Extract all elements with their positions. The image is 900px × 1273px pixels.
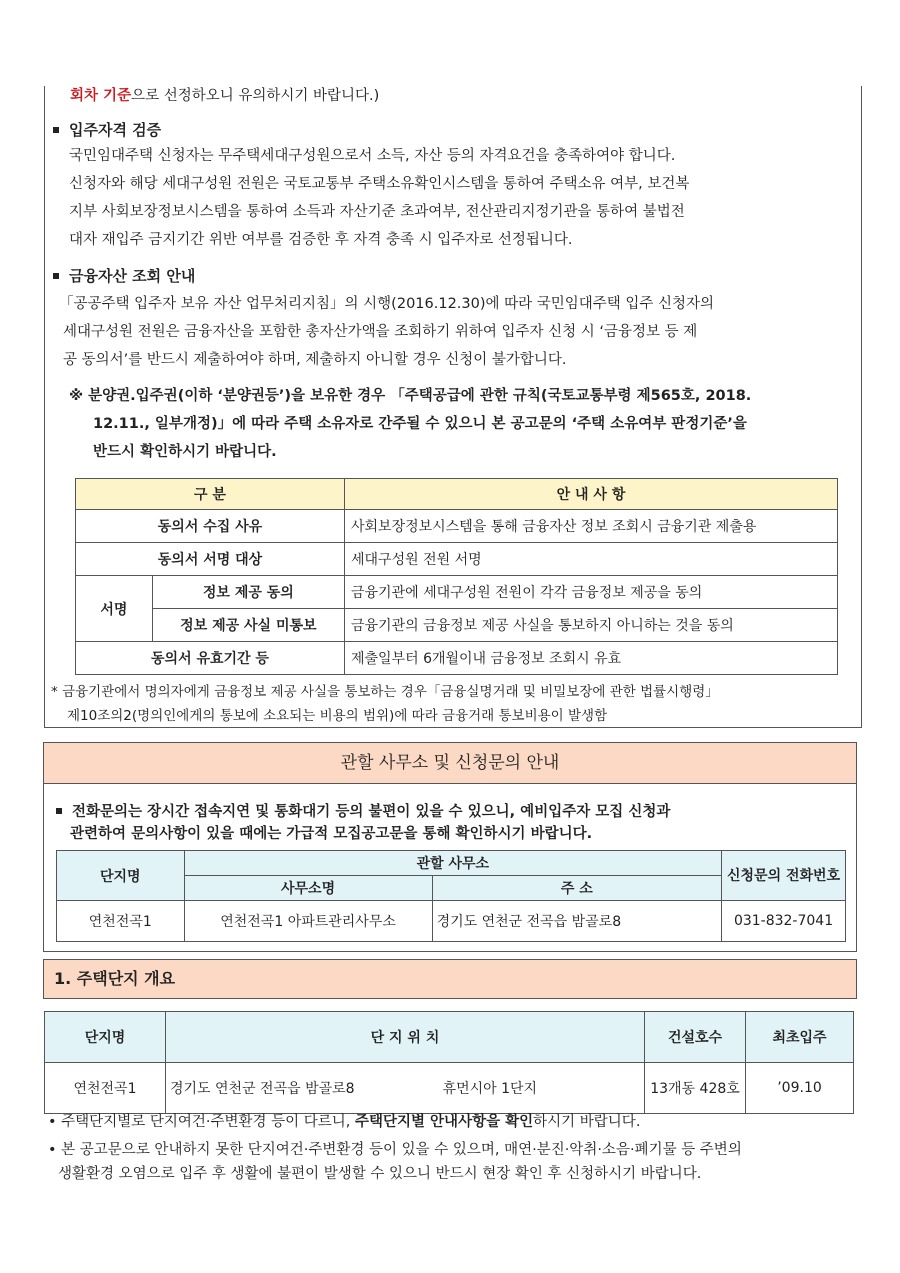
paragraph-line: 국민임대주택 신청자는 무주택세대구성원으로서 소득, 자산 등의 자격요건을 충족하여야 합니다. [69, 148, 676, 164]
table-row: 연천전곡1 경기도 연천군 전곡읍 밤골로8 휴먼시아 1단지 13개동 428호 ’09.10 [45, 1063, 854, 1114]
table-row: 동의서 서명 대상 세대구성원 전원 서명 [76, 543, 838, 576]
office-notice-line: 전화문의는 장시간 접속지연 및 통화대기 등의 불편이 있을 수 있으니, 예비입주자 모집 신청과 [52, 802, 670, 822]
section-heading-eligibility: 입주자격 검증 [49, 120, 161, 140]
square-bullet-icon [53, 273, 59, 279]
table-row: 서명 정보 제공 동의 금융기관에 세대구성원 전원이 각각 금융정보 제공을 동의 [76, 576, 838, 609]
table-row: 연천전곡1 연천전곡1 아파트관리사무소 경기도 연천군 전곡읍 밤골로8 031-832-7041 [57, 901, 846, 942]
consent-table [75, 478, 838, 675]
office-box [43, 742, 857, 952]
note-line: ※ 분양권.입주권(이하 ‘분양권등’)을 보유한 경우 「주택공급에 관한 규칙(국토교통부령 제565호, 2018. [69, 388, 752, 404]
overview-bullet: • 주택단지별로 단지여건·주변환경 등이 다르니, 주택단지별 안내사항을 확인하시기 바랍니다. [48, 1114, 641, 1130]
note-line: 반드시 확인하시기 바랍니다. [93, 444, 277, 460]
paragraph-line: 「공공주택 입주자 보유 자산 업무처리지침」의 시행(2016.12.30)에 따라 국민임대주택 입주 신청자의 [59, 296, 715, 312]
overview-title: 1. 주택단지 개요 [54, 969, 176, 988]
square-bullet-icon [53, 127, 59, 133]
table-row: 동의서 유효기간 등 제출일부터 6개월이내 금융정보 조회시 유효 [76, 642, 838, 675]
paragraph-line: 신청자와 해당 세대구성원 전원은 국토교통부 주택소유확인시스템을 통하여 주택소유 여부, 보건복 [69, 176, 690, 192]
section-heading-financial: 금융자산 조회 안내 [49, 266, 195, 286]
office-table: 단지명 관할 사무소 신청문의 전화번호 사무소명 주 소 연천전곡1 연천전곡1 아파트관리사무소 경기도 연천군 전곡읍 밤골로8 031-832-7041 [56, 850, 846, 942]
note-line: 12.11., 일부개정)」에 따라 주택 소유자로 간주될 수 있으니 본 공고문의 ‘주택 소유여부 판정기준’을 [93, 416, 747, 432]
continued-line: 회차 기준으로 선정하오니 유의하시기 바랍니다.) [70, 88, 380, 104]
paragraph-line: 세대구성원 전원은 금융자산을 포함한 총자산가액을 조회하기 위하여 입주자 신청 시 ‘금융정보 등 제 [63, 324, 698, 340]
footnote-line: 제10조의2(명의인에게의 통보에 소요되는 비용의 범위)에 따라 금융거래 통보비용이 발생함 [67, 708, 608, 724]
table-row: 동의서 수집 사유 사회보장정보시스템을 통해 금융자산 정보 조회시 금융기관 제출용 [76, 510, 838, 543]
overview-bullet: • 본 공고문으로 안내하지 못한 단지여건·주변환경 등이 있을 수 있으며, 매연·분진·악취·소음·폐기물 등 주변의 [48, 1142, 742, 1158]
paragraph-line: 대자 재입주 금지기간 위반 여부를 검증한 후 자격 충족 시 입주자로 선정됩니다. [69, 232, 573, 248]
footnote-line: * 금융기관에서 명의자에게 금융정보 제공 사실을 통보하는 경우「금융실명거래 및 비밀보장에 관한 법률시행령」 [51, 684, 719, 700]
notice-box [44, 86, 862, 728]
square-bullet-icon [56, 808, 62, 814]
paragraph-line: 공 동의서’를 반드시 제출하여야 하며, 제출하지 아니할 경우 신청이 불가합니다. [63, 352, 567, 368]
overview-bullet-line: 생활환경 오염으로 입주 후 생활에 불편이 발생할 수 있으니 반드시 현장 확인 후 신청하시기 바랍니다. [58, 1166, 702, 1182]
overview-table: 단지명 단 지 위 치 건설호수 최초입주 연천전곡1 경기도 연천군 전곡읍 밤골로8 휴먼시아 1단지 13개동 428호 ’09.10 [44, 1011, 854, 1114]
office-notice-line: 관련하여 문의사항이 있을 때에는 가급적 모집공고문을 통해 확인하시기 바랍니다. [70, 826, 593, 842]
office-section-title: 관할 사무소 및 신청문의 안내 [340, 753, 560, 773]
overview-section-header [43, 959, 857, 999]
paragraph-line: 지부 사회보장정보시스템을 통하여 소득과 자산기준 초과여부, 전산관리지정기관을 통하여 불법전 [69, 204, 685, 220]
table-header-row: 구 분 안 내 사 항 [76, 479, 838, 510]
table-row: 정보 제공 사실 미통보 금융기관의 금융정보 제공 사실을 통보하지 아니하는 것을 동의 [76, 609, 838, 642]
